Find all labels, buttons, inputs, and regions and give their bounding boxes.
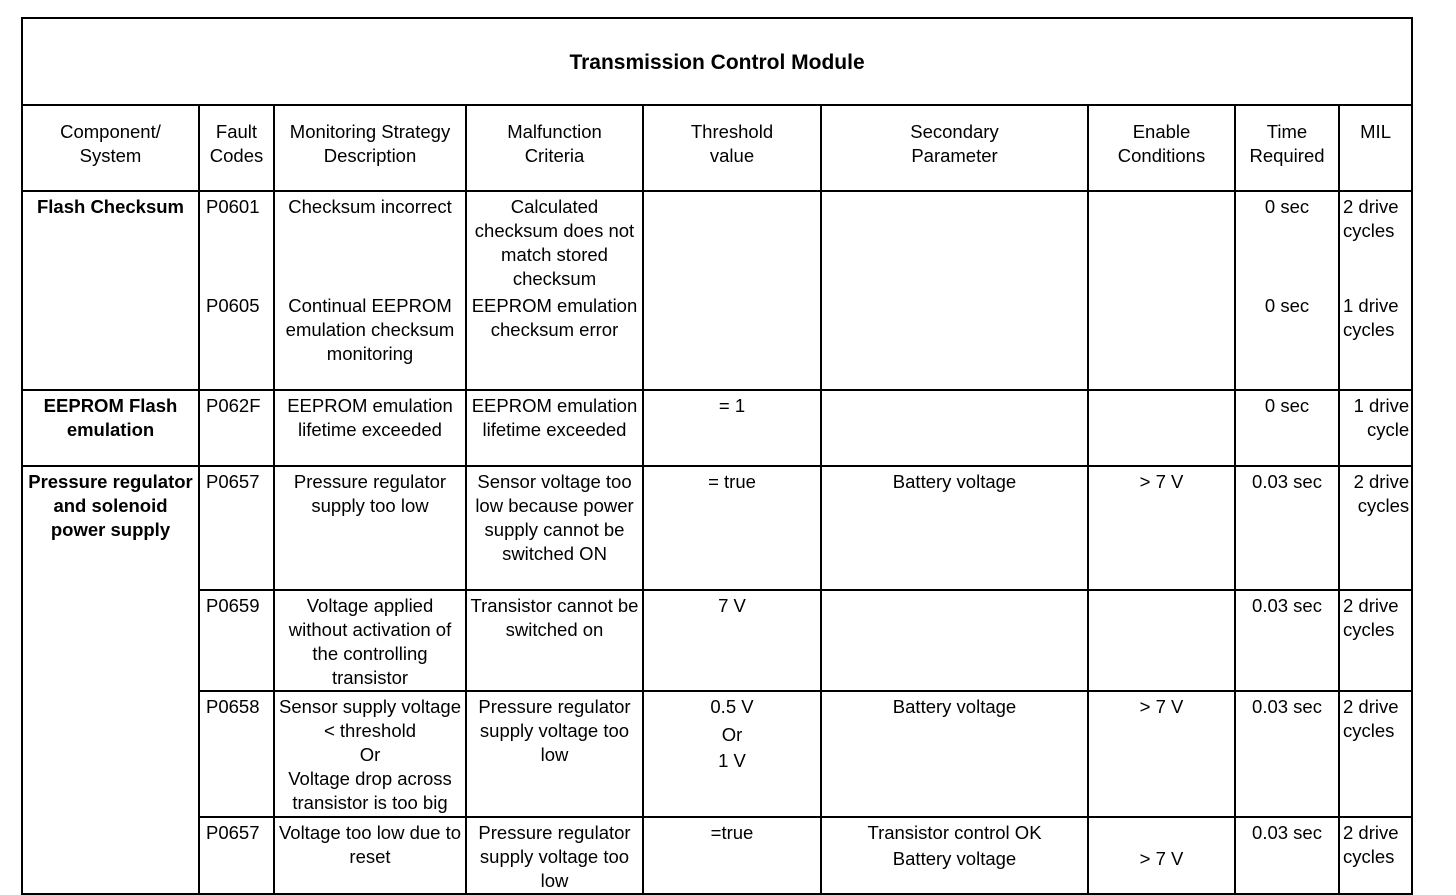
- malfunction-cell: EEPROM emulation lifetime exceeded: [466, 390, 643, 466]
- secondary-line: Transistor control OK: [867, 822, 1042, 843]
- time-cell: 0.03 sec: [1235, 691, 1339, 817]
- secondary-cell: [821, 817, 1088, 894]
- header-component: Component/ System: [22, 105, 199, 191]
- threshold-cell: = 1: [643, 390, 821, 466]
- threshold-cell: = true: [643, 466, 821, 590]
- enable-cell: [1088, 590, 1235, 691]
- mil-cell: 1 drive cycle: [1339, 390, 1412, 466]
- enable-cell: [1088, 191, 1235, 291]
- header-enable: Enable Conditions: [1088, 105, 1235, 191]
- secondary-cell: [821, 191, 1088, 291]
- header-time: Time Required: [1235, 105, 1339, 191]
- table-row: [22, 817, 1412, 894]
- monitoring-cell: EEPROM emulation lifetime exceeded: [274, 390, 466, 466]
- time-cell: 0.03 sec: [1235, 466, 1339, 590]
- enable-line: > 7 V: [1139, 848, 1184, 869]
- fault-code-cell: P0605: [199, 291, 274, 390]
- header-monitoring: Monitoring Strategy Description: [274, 105, 466, 191]
- monitoring-cell: Checksum incorrect: [274, 191, 466, 291]
- component-cell-continued: [22, 291, 199, 390]
- malfunction-cell: EEPROM emulation checksum error: [466, 291, 643, 390]
- malfunction-cell: Calculated checksum does not match stored checksum: [466, 191, 643, 291]
- threshold-line: Or: [721, 724, 743, 745]
- threshold-cell: [643, 191, 821, 291]
- monitoring-cell: Continual EEPROM emulation checksum monitoring: [274, 291, 466, 390]
- component-cell: Flash Checksum: [22, 191, 199, 291]
- secondary-cell: Battery voltage: [821, 691, 1088, 817]
- fault-code-cell: P0659: [199, 590, 274, 691]
- mil-cell: 1 drive cycles: [1339, 291, 1412, 390]
- secondary-cell: [821, 390, 1088, 466]
- enable-cell: [1088, 817, 1235, 894]
- fault-code-cell: P0601: [199, 191, 274, 291]
- threshold-cell: 7 V: [643, 590, 821, 691]
- fault-code-cell: P0657: [199, 466, 274, 590]
- time-cell: 0.03 sec: [1235, 590, 1339, 691]
- table-row: [22, 291, 1412, 390]
- malfunction-cell: Transistor cannot be switched on: [466, 590, 643, 691]
- mil-cell: 2 drive cycles: [1339, 590, 1412, 691]
- header-secondary: Secondary Parameter: [821, 105, 1088, 191]
- secondary-line: Battery voltage: [892, 848, 1017, 869]
- monitoring-line: Voltage drop across transistor is too big: [288, 768, 452, 813]
- time-cell: 0.03 sec: [1235, 817, 1339, 894]
- mil-cell: 2 drive cycles: [1339, 691, 1412, 817]
- monitoring-cell: Voltage applied without activation of the controlling transistor: [274, 590, 466, 691]
- malfunction-cell: Pressure regulator supply voltage too low: [466, 817, 643, 894]
- table-title: Transmission Control Module: [22, 18, 1412, 105]
- header-threshold: Threshold value: [643, 105, 821, 191]
- threshold-line: 1 V: [718, 750, 746, 771]
- header-mil: MIL: [1339, 105, 1412, 191]
- mil-cell: 2 drive cycles: [1339, 817, 1412, 894]
- monitoring-cell: [274, 691, 466, 817]
- table-row: [22, 466, 1412, 590]
- enable-cell: [1088, 291, 1235, 390]
- monitoring-cell: Voltage too low due to reset: [274, 817, 466, 894]
- enable-cell: > 7 V: [1088, 691, 1235, 817]
- tcm-table-frame: [21, 17, 1411, 895]
- fault-code-cell: P0657: [199, 817, 274, 894]
- table-row: [22, 590, 1412, 691]
- malfunction-cell: Sensor voltage too low because power supply cannot be switched ON: [466, 466, 643, 590]
- component-cell: Pressure regulator and solenoid power supply: [22, 466, 199, 894]
- header-fault-codes: Fault Codes: [199, 105, 274, 191]
- time-cell: 0 sec: [1235, 291, 1339, 390]
- fault-code-cell: P0658: [199, 691, 274, 817]
- monitoring-cell: Pressure regulator supply too low: [274, 466, 466, 590]
- header-row: [22, 105, 1412, 191]
- mil-cell: 2 drive cycles: [1339, 466, 1412, 590]
- table-row: [22, 390, 1412, 466]
- header-malfunction: Malfunction Criteria: [466, 105, 643, 191]
- threshold-line: 0.5 V: [710, 696, 754, 717]
- mil-cell: 2 drive cycles: [1339, 191, 1412, 291]
- secondary-cell: [821, 291, 1088, 390]
- time-cell: 0 sec: [1235, 390, 1339, 466]
- threshold-cell: =true: [643, 817, 821, 894]
- component-cell: EEPROM Flash emulation: [22, 390, 199, 466]
- secondary-cell: [821, 590, 1088, 691]
- tcm-table: [21, 17, 1413, 895]
- malfunction-cell: Pressure regulator supply voltage too low: [466, 691, 643, 817]
- monitoring-line: Sensor supply voltage < threshold: [278, 696, 462, 741]
- enable-cell: > 7 V: [1088, 466, 1235, 590]
- enable-cell: [1088, 390, 1235, 466]
- threshold-cell: [643, 291, 821, 390]
- secondary-cell: Battery voltage: [821, 466, 1088, 590]
- threshold-cell: [643, 691, 821, 817]
- fault-code-cell: P062F: [199, 390, 274, 466]
- table-row: [22, 691, 1412, 817]
- time-cell: 0 sec: [1235, 191, 1339, 291]
- table-row: [22, 191, 1412, 291]
- monitoring-line: Or: [359, 744, 381, 765]
